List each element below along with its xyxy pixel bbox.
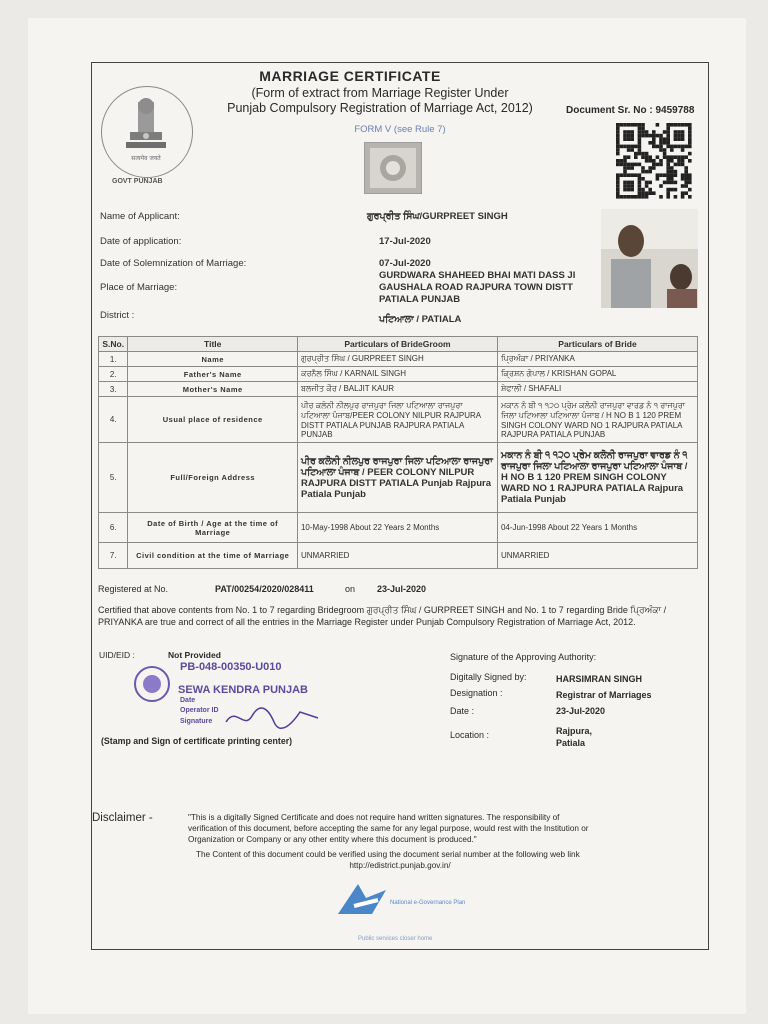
registration-number: PAT/00254/2020/028411 bbox=[215, 584, 314, 594]
qr-code-icon bbox=[612, 123, 696, 199]
groom-cell: ਬਲਜੀਤ ਕੌਰ / BALJIT KAUR bbox=[297, 382, 497, 397]
subtitle-line-1: (Form of extract from Marriage Register Under bbox=[251, 86, 509, 100]
table-row bbox=[99, 543, 698, 569]
location-value-line-2: Patiala bbox=[556, 738, 586, 748]
signed-by-value: HARSIMRAN SINGH bbox=[556, 674, 643, 684]
groom-cell: ਗੁਰਪ੍ਰੀਤ ਸਿੰਘ / GURPREET SINGH bbox=[297, 352, 497, 367]
row-sno: 4. bbox=[99, 397, 128, 443]
stamp-signature-label: Signature bbox=[180, 718, 213, 725]
applicant-name-label: Name of Applicant: bbox=[100, 211, 180, 222]
uid-label: UID/EID : bbox=[99, 650, 135, 660]
emblem-caption: GOVT PUNJAB bbox=[112, 178, 163, 185]
disclaimer-line-1: "This is a digitally Signed Certificate and does not require hand written signatures. The responsibility of bbox=[188, 813, 560, 822]
center-code-stamp: PB-048-00350-U010 bbox=[180, 661, 282, 673]
bride-cell: ਸ਼ੇਫਾਲੀ / SHAFALI bbox=[497, 382, 697, 397]
column-header-title: Title bbox=[128, 337, 298, 352]
row-sno: 3. bbox=[99, 382, 128, 397]
page-title: MARRIAGE CERTIFICATE bbox=[259, 68, 441, 84]
stamp-date-label: Date bbox=[180, 697, 196, 704]
row-sno: 5. bbox=[99, 443, 128, 513]
bride-cell: UNMARRIED bbox=[497, 543, 697, 569]
date-application-value: 17-Jul-2020 bbox=[379, 236, 431, 247]
row-title: Date of Birth / Age at the time of Marriage bbox=[128, 513, 298, 543]
table-row bbox=[99, 352, 698, 367]
table-row bbox=[99, 443, 698, 513]
date-solemnization-value: 07-Jul-2020 bbox=[379, 258, 431, 269]
couple-photo bbox=[601, 209, 698, 308]
place-marriage-line-2: GAUSHALA ROAD RAJPURA TOWN DISTT bbox=[379, 282, 573, 293]
column-header-bridegroom: Particulars of BrideGroom bbox=[297, 337, 497, 352]
row-title: Name bbox=[128, 352, 298, 367]
groom-cell: 10-May-1998 About 22 Years 2 Months bbox=[297, 513, 497, 543]
table-row bbox=[99, 367, 698, 382]
negp-logo-icon bbox=[332, 880, 392, 920]
applicant-name-value: ਗੁਰਪ੍ਰੀਤ ਸਿੰਘ/GURPREET SINGH bbox=[367, 211, 508, 222]
designation-value: Registrar of Marriages bbox=[556, 690, 652, 700]
date-solemnization-label: Date of Solemnization of Marriage: bbox=[100, 258, 247, 269]
certification-text: Certified that above contents from No. 1 to 7 regarding Bridegroom ਗੁਰਪ੍ਰੀਤ ਸਿੰਘ / GURPREET SINGH and No. 1 to 7 regarding Bride ਪ੍ਰਿਅੰਕਾ / PRIYANKA are true and correct of all the entries in the Marriage Register under Punjab Compulsory Registration of Marriage Act, 2012. bbox=[98, 605, 667, 627]
authority-heading: Signature of the Approving Authority: bbox=[450, 652, 597, 662]
column-header-bride: Particulars of Bride bbox=[497, 337, 697, 352]
table-header-row bbox=[99, 337, 698, 352]
row-sno: 6. bbox=[99, 513, 128, 543]
footer-tagline: Public services closer home bbox=[358, 936, 433, 942]
bride-cell: 04-Jun-1998 About 22 Years 1 Months bbox=[497, 513, 697, 543]
table-row bbox=[99, 382, 698, 397]
registered-on-label: on bbox=[345, 584, 356, 594]
district-label: District : bbox=[100, 310, 135, 321]
location-label: Location : bbox=[450, 730, 490, 740]
bride-cell: ਮਕਾਨ ਨੰ ਬੀ ੧ ੧੨੦ ਪ੍ਰੇਮ ਕਲੋਨੀ ਰਾਜਪੁਰਾ ਵਾਰਡ ਨੰ ੧ ਰਾਜਪੁਰਾ ਜਿਲਾ ਪਟਿਆਲਾ ਰਾਜਪੁਰਾ ਪਟਿਆਲਾ ਪੰਜਾਬ / H NO B 1 120 PREM SINGH COLONY WARD NO 1 RAJPURA PATIALA Rajpura Patiala Punjab bbox=[497, 443, 697, 513]
registration-date: 23-Jul-2020 bbox=[377, 584, 427, 594]
groom-cell: ਪੀਰ ਕਲੋਨੀ ਨੀਲਪੁਰ ਰਾਜਪੁਰਾ ਜਿਲਾ ਪਟਿਆਲਾ ਰਾਜਪੁਰਾ ਪਟਿਆਲਾ ਪੰਜਾਬ/PEER COLONY NILPUR RAJPURA DISTT PATIALA PUNJAB RAJPURA PATIALA PUNJAB bbox=[297, 397, 497, 443]
row-title: Usual place of residence bbox=[128, 397, 298, 443]
bride-cell: ਕ੍ਰਿਸ਼ਨ ਗੋਪਾਲ / KRISHAN GOPAL bbox=[497, 367, 697, 382]
row-title: Full/Foreign Address bbox=[128, 443, 298, 513]
particulars-table bbox=[98, 336, 698, 569]
groom-cell: ਪੀਰ ਕਲੋਨੀ ਨੀਲਪੁਰ ਰਾਜਪੁਰਾ ਜਿਲਾ ਪਟਿਆਲਾ ਰਾਜਪੁਰਾ ਪਟਿਆਲਾ ਪੰਜਾਬ / PEER COLONY NILPUR RAJPURA DISTT PATIALA Punjab Rajpura Patiala Punjab bbox=[297, 443, 497, 513]
row-title: Civil condition at the time of Marriage bbox=[128, 543, 298, 569]
verification-link[interactable]: http://edistrict.punjab.gov.in/ bbox=[349, 861, 451, 870]
hologram-sticker-icon bbox=[364, 142, 422, 194]
subtitle-line-2: Punjab Compulsory Registration of Marriage Act, 2012) bbox=[227, 101, 533, 115]
signed-by-label: Digitally Signed by: bbox=[450, 672, 527, 682]
negp-logo-text: National e-Governance Plan bbox=[390, 900, 466, 906]
bride-cell: ਪ੍ਰਿਅੰਕਾ / PRIYANKA bbox=[497, 352, 697, 367]
place-marriage-line-1: GURDWARA SHAHEED BHAI MATI DASS JI bbox=[379, 270, 576, 281]
ashoka-emblem-icon bbox=[120, 96, 172, 166]
svg-text:सत्यमेव जयते: सत्यमेव जयते bbox=[131, 155, 161, 162]
stamp-operator-label: Operator ID bbox=[180, 707, 219, 714]
designation-label: Designation : bbox=[450, 688, 503, 698]
stamp-caption: (Stamp and Sign of certificate printing center) bbox=[101, 736, 293, 746]
place-marriage-label: Place of Marriage: bbox=[100, 282, 178, 293]
table-row bbox=[99, 513, 698, 543]
row-sno: 2. bbox=[99, 367, 128, 382]
document-serial-number: Document Sr. No : 9459788 bbox=[566, 105, 695, 116]
handwritten-signature-icon bbox=[222, 704, 322, 732]
row-sno: 7. bbox=[99, 543, 128, 569]
disclaimer-label: Disclaimer - bbox=[92, 812, 153, 824]
disclaimer-line-4: The Content of this document could be verified using the document serial number at the following web link bbox=[196, 850, 580, 859]
column-header-sno: S.No. bbox=[99, 337, 128, 352]
center-name-stamp: SEWA KENDRA PUNJAB bbox=[178, 684, 308, 696]
disclaimer-line-3: Organization or Company or any other entity where this document is produced." bbox=[188, 835, 477, 844]
date-application-label: Date of application: bbox=[100, 236, 182, 247]
disclaimer-line-2: verification of this document, before accepting the same for any legal purpose, would rest with the Institution or bbox=[188, 824, 589, 833]
form-reference: FORM V (see Rule 7) bbox=[354, 124, 446, 135]
table-row bbox=[99, 397, 698, 443]
sewa-kendra-logo-icon bbox=[132, 664, 172, 704]
registered-at-label: Registered at No. bbox=[98, 584, 169, 594]
groom-cell: ਕਰਨੈਲ ਸਿੰਘ / KARNAIL SINGH bbox=[297, 367, 497, 382]
district-value: ਪਟਿਆਲਾ / PATIALA bbox=[379, 314, 462, 325]
groom-cell: UNMARRIED bbox=[297, 543, 497, 569]
authority-date-value: 23-Jul-2020 bbox=[556, 706, 606, 716]
place-marriage-line-3: PATIALA PUNJAB bbox=[379, 294, 461, 305]
row-sno: 1. bbox=[99, 352, 128, 367]
row-title: Father's Name bbox=[128, 367, 298, 382]
uid-value: Not Provided bbox=[168, 650, 221, 660]
bride-cell: ਮਕਾਨ ਨੰ ਬੀ ੧ ੧੨੦ ਪ੍ਰੇਮ ਕਲੋਨੀ ਰਾਜਪੁਰਾ ਵਾਰਡ ਨੰ ੧ ਰਾਜਪੁਰਾ ਜਿਲਾ ਪਟਿਆਲਾ ਪਟਿਆਲਾ ਪੰਜਾਬ / H NO B 1 120 PREM SINGH COLONY WARD NO 1 RAJPURA PATIALA RAJPURA PATIALA PUNJAB bbox=[497, 397, 697, 443]
row-title: Mother's Name bbox=[128, 382, 298, 397]
authority-date-label: Date : bbox=[450, 706, 475, 716]
location-value-line-1: Rajpura, bbox=[556, 726, 593, 736]
